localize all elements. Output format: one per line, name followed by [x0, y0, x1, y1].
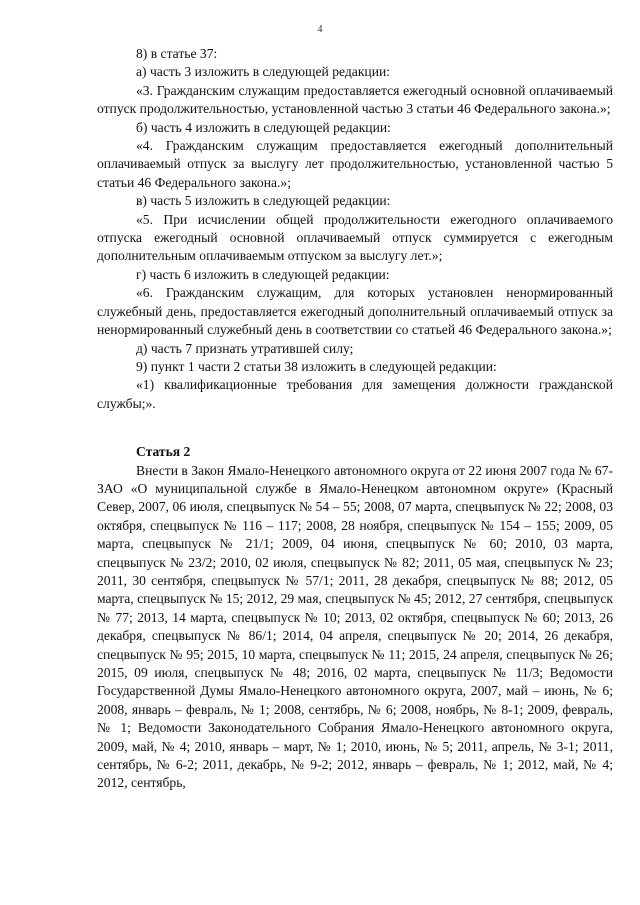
paragraph-item-8v: в) часть 5 изложить в следующей редакции:: [136, 193, 391, 209]
paragraph-item-8g: г) часть 6 изложить в следующей редакции:: [136, 266, 390, 282]
paragraph-quote-1: «1) квалификационные требования для замещения должности гражданской службы;».: [97, 377, 613, 411]
paragraph-quote-6: «6. Гражданским служащим, для которых установлен ненормированный служебный день, предоставляется ежегодный дополнительный оплачиваемый отпуск за ненормированный служебный день в соответствии со статьей 46 Федерального закона.»;: [97, 285, 613, 338]
paragraph-item-9: 9) пункт 1 части 2 статьи 38 изложить в следующей редакции:: [136, 358, 497, 374]
document-body: [97, 45, 613, 793]
paragraph-item-8b: б) часть 4 изложить в следующей редакции:: [136, 119, 391, 135]
article-body-text: Внести в Закон Ямало-Ненецкого автономного округа от 22 июня 2007 года № 67-ЗАО «О муниципальной службе в Ямало-Ненецком автономном округе» (Красный Север, 2007, 06 июля, спецвыпуск № 54 – 55; 2008, 07 марта, спецвыпуск № 22; 2008, 03 октября, спецвыпуск № 116 – 117; 2008, 28 ноября, спецвыпуск № 154 – 155; 2009, 05 марта, спецвыпуск № 21/1; 2009, 04 июня, спецвыпуск № 60; 2010, 03 марта, спецвыпуск № 23/2; 2010, 02 июля, спецвыпуск № 82; 2011, 05 мая, спецвыпуск № 23; 2011, 30 сентября, спецвыпуск № 57/1; 2011, 28 декабря, спецвыпуск № 88; 2012, 05 марта, спецвыпуск № 15; 2012, 29 мая, спецвыпуск № 45; 2012, 27 сентября, спецвыпуск № 77; 2013, 14 марта, спецвыпуск № 10; 2013, 02 октября, спецвыпуск № 60; 2013, 26 декабря, спецвыпуск № 86/1; 2014, 04 апреля, спецвыпуск № 20; 2014, 26 декабря, спецвыпуск № 95; 2015, 10 марта, спецвыпуск № 11; 2015, 24 апреля, спецвыпуск № 26; 2015, 09 июля, спецвыпуск № 48; 2016, 02 марта, спецвыпуск № 11/3; Ведомости Государственной Думы Ямало-Ненецкого автономного округа, 2007, май – июнь, № 6; 2008, январь – февраль, № 1; 2008, сентябрь, № 6; 2008, ноябрь, № 8-1; 2009, февраль, № 1; Ведомости Законодательного Собрания Ямало-Ненецкого автономного округа, 2009, май, № 4; 2010, январь – март, № 1; 2010, июнь, № 5; 2011, апрель, № 3-1; 2011, сентябрь, № 6-2; 2011, декабрь, № 9-2; 2012, январь – февраль, № 1; 2012, май, № 4; 2012, сентябрь,: [97, 462, 613, 791]
article-heading: Статья 2: [136, 444, 191, 460]
page-number: 4: [317, 24, 323, 35]
paragraph-quote-4: «4. Гражданским служащим предоставляется ежегодный дополнительный оплачиваемый отпуск за выслугу лет продолжительностью, установленной частью 5 статьи 46 Федерального закона.»;: [97, 138, 613, 190]
paragraph-item-8a: а) часть 3 изложить в следующей редакции:: [136, 64, 391, 80]
paragraph-quote-5: «5. При исчислении общей продолжительности ежегодного оплачиваемого отпуска ежегодный основной оплачиваемый отпуск суммируется с ежегодным дополнительным оплачиваемым отпуском за выслугу лет.»;: [97, 211, 613, 264]
paragraph-item-8: 8) в статье 37:: [136, 46, 218, 61]
paragraph-item-8d: д) часть 7 признать утратившей силу;: [136, 340, 354, 356]
section-spacer: [97, 413, 613, 443]
paragraph-quote-3: «3. Гражданским служащим предоставляется ежегодный основной оплачиваемый отпуск продолжительностью, установленной частью 3 статьи 46 Федерального закона.»;: [97, 82, 613, 117]
